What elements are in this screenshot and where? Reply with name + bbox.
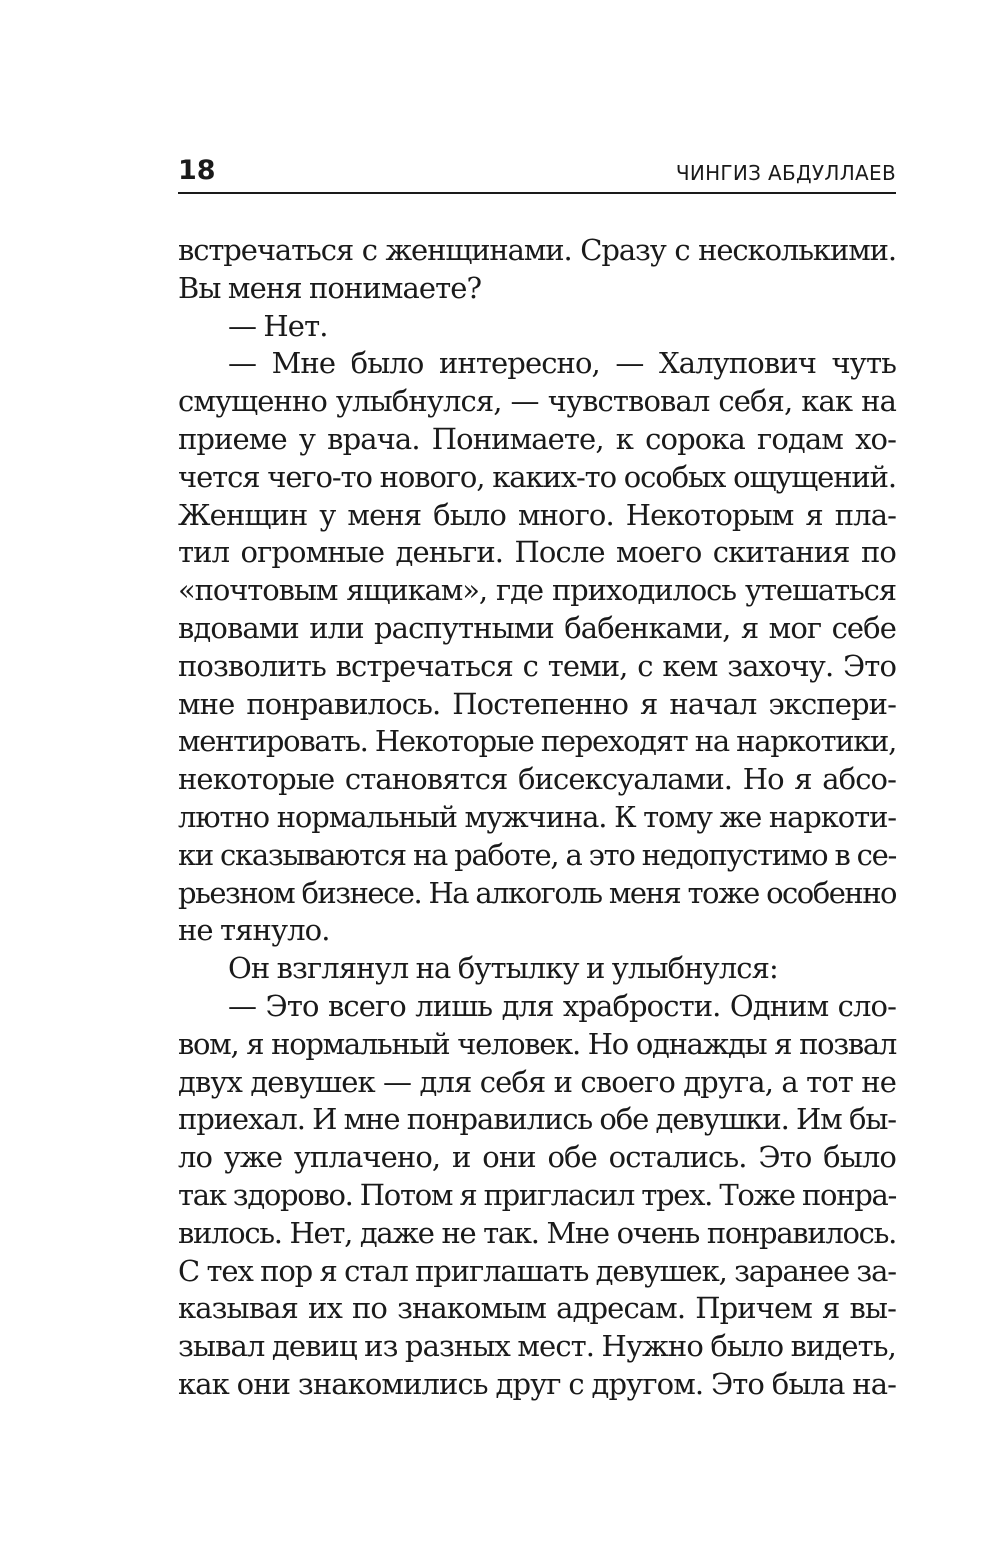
text-line: вдовами или распутными бабенками, я мог себе [178, 610, 896, 645]
text-line: С тех пор я стал приглашать девушек, заранее за- [178, 1253, 896, 1288]
text-line: вилось. Нет, даже не так. Мне очень понравилось. [178, 1215, 896, 1250]
text-line: тил огромные деньги. После моего скитания по [178, 535, 896, 570]
text-line: не тянуло. [178, 913, 330, 948]
text-line: — Это всего лишь для храбрости. Одним сло- [228, 988, 896, 1023]
text-line: Женщин у меня было много. Некоторым я пла- [178, 497, 896, 532]
text-line: мне понравилось. Постепенно я начал экспери- [178, 686, 896, 721]
text-line: Он взглянул на бутылку и улыбнулся: [228, 951, 778, 986]
text-line: ки сказываются на работе, а это недопустимо в се- [178, 837, 896, 872]
page-number: 18 [178, 155, 216, 186]
text-line: чется чего-то нового, каких-то особых ощущений. [178, 459, 896, 494]
author-name: ЧИНГИЗ АБДУЛЛАЕВ [675, 161, 896, 185]
text-line: «почтовым ящикам», где приходилось утешаться [178, 573, 896, 608]
text-line: ментировать. Некоторые переходят на наркотики, [178, 724, 896, 759]
text-line: — Нет. [228, 308, 328, 343]
text-line: вом, я нормальный человек. Но однажды я позвал [178, 1026, 896, 1061]
text-line: Вы меня понимаете? [178, 270, 482, 305]
text-line: приеме у врача. Понимаете, к сорока годам хо- [178, 421, 896, 456]
text-line: лютно нормальный мужчина. К тому же наркоти- [178, 799, 896, 834]
text-line: двух девушек — для себя и своего друга, а тот не [178, 1064, 896, 1099]
text-line: ло уже уплачено, и они обе остались. Это было [178, 1140, 896, 1175]
text-line: некоторые становятся бисексуалами. Но я абсо- [178, 762, 896, 797]
text-line: — Мне было интересно, — Халупович чуть [228, 346, 896, 381]
text-line: рьезном бизнесе. На алкоголь меня тоже особенно [178, 875, 896, 910]
text-line: зывал девиц из разных мест. Нужно было видеть, [178, 1329, 896, 1364]
running-head [178, 152, 896, 194]
body-text [178, 232, 896, 1404]
text-line: встречаться с женщинами. Сразу с несколькими. [178, 233, 896, 267]
text-line: смущенно улыбнулся, — чувствовал себя, как на [178, 384, 896, 419]
text-line: приехал. И мне понравились обе девушки. Им бы- [178, 1102, 896, 1137]
text-line: как они знакомились друг с другом. Это была на- [178, 1366, 896, 1401]
text-line: позволить встречаться с теми, с кем захочу. Это [178, 648, 896, 683]
text-line: так здорово. Потом я пригласил трех. Тоже понра- [178, 1177, 896, 1212]
text-line: казывая их по знакомым адресам. Причем я вы- [178, 1291, 896, 1326]
